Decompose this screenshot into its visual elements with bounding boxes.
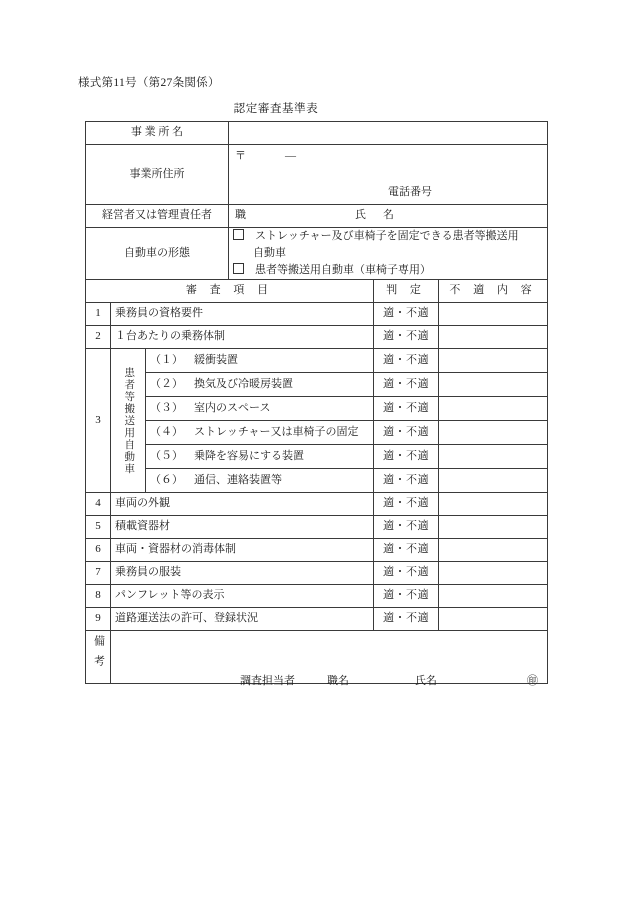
table-row bbox=[86, 445, 548, 469]
row-nonconformity[interactable] bbox=[439, 562, 548, 585]
row-item-label: パンフレット等の表示 bbox=[111, 585, 374, 608]
row-nonconformity[interactable] bbox=[439, 585, 548, 608]
establishment-name-value[interactable] bbox=[229, 122, 548, 145]
sub-item-text: 通信、連絡装置等 bbox=[194, 473, 282, 486]
table-header-row bbox=[86, 280, 548, 303]
row-judgement[interactable]: 適・不適 bbox=[374, 539, 439, 562]
sub-item-number: （５） bbox=[150, 449, 183, 462]
row-judgement[interactable]: 適・不適 bbox=[374, 608, 439, 631]
table-row bbox=[86, 516, 548, 539]
table-row bbox=[86, 349, 548, 373]
row-item-label: １台あたりの乗務体制 bbox=[111, 326, 374, 349]
certification-review-form-table bbox=[85, 121, 548, 684]
table-row bbox=[86, 562, 548, 585]
vehicle-type-option-1-line2-wrap bbox=[233, 245, 543, 262]
row-item-label bbox=[146, 349, 374, 373]
checkbox-icon[interactable] bbox=[233, 263, 244, 274]
row-number: 2 bbox=[86, 326, 111, 349]
row-number: 4 bbox=[86, 493, 111, 516]
postal-mark-icon: 〒 bbox=[235, 150, 248, 162]
sub-item-number: （４） bbox=[150, 425, 183, 438]
vehicle-type-option-2[interactable] bbox=[233, 262, 543, 279]
group-vertical-label-cell bbox=[111, 349, 146, 493]
row-nonconformity[interactable] bbox=[439, 397, 548, 421]
table-row bbox=[86, 326, 548, 349]
establishment-address-label: 事業所住所 bbox=[86, 145, 229, 205]
sub-item-text: 換気及び冷暖房装置 bbox=[194, 377, 293, 390]
row-nonconformity[interactable] bbox=[439, 469, 548, 493]
vehicle-type-option-2-line1: 患者等搬送用自動車（車椅子専用） bbox=[255, 264, 432, 277]
row-judgement[interactable]: 適・不適 bbox=[374, 562, 439, 585]
table-row-establishment-name bbox=[86, 122, 548, 145]
table-row bbox=[86, 608, 548, 631]
document-title: 認定審査基準表 bbox=[233, 103, 319, 115]
row-item-label: 積載資器材 bbox=[111, 516, 374, 539]
row-item-label: 車両の外観 bbox=[111, 493, 374, 516]
table-row bbox=[86, 469, 548, 493]
manager-name-label: 氏 名 bbox=[355, 208, 398, 221]
table-row bbox=[86, 493, 548, 516]
table-row bbox=[86, 539, 548, 562]
header-judgement: 判 定 bbox=[374, 280, 439, 303]
row-item-label: 乗務員の服装 bbox=[111, 562, 374, 585]
establishment-name-label: 事 業 所 名 bbox=[86, 122, 229, 145]
row-judgement[interactable]: 適・不適 bbox=[374, 397, 439, 421]
postal-code-dash: — bbox=[285, 150, 297, 162]
address-input-area[interactable] bbox=[233, 145, 543, 204]
vehicle-type-option-1-line2: 自動車 bbox=[253, 247, 287, 260]
row-nonconformity[interactable] bbox=[439, 326, 548, 349]
manager-input-area[interactable] bbox=[233, 207, 543, 226]
table-row-manager bbox=[86, 205, 548, 228]
row-item-label: 乗務員の資格要件 bbox=[111, 303, 374, 326]
row-item-label: 道路運送法の許可、登録状況 bbox=[111, 608, 374, 631]
inspector-name-label: 氏名 bbox=[415, 675, 437, 687]
establishment-address-value[interactable] bbox=[229, 145, 548, 205]
manager-label: 経営者又は管理責任者 bbox=[86, 205, 229, 228]
row-judgement[interactable]: 適・不適 bbox=[374, 469, 439, 493]
table-row bbox=[86, 585, 548, 608]
sub-item-number: （１） bbox=[150, 353, 183, 366]
telephone-label: 電話番号 bbox=[388, 186, 433, 199]
vehicle-type-label: 自動車の形態 bbox=[86, 228, 229, 280]
sub-item-number: （６） bbox=[150, 473, 183, 486]
row-number: 9 bbox=[86, 608, 111, 631]
vehicle-type-options bbox=[229, 228, 548, 280]
manager-value-area[interactable] bbox=[229, 205, 548, 228]
remarks-label: 備考 bbox=[92, 634, 105, 675]
row-nonconformity[interactable] bbox=[439, 608, 548, 631]
table-row bbox=[86, 421, 548, 445]
row-number: 7 bbox=[86, 562, 111, 585]
row-judgement[interactable]: 適・不適 bbox=[374, 421, 439, 445]
row-item-label bbox=[146, 373, 374, 397]
row-number: 8 bbox=[86, 585, 111, 608]
row-number: 3 bbox=[86, 349, 111, 493]
row-nonconformity[interactable] bbox=[439, 421, 548, 445]
row-nonconformity[interactable] bbox=[439, 516, 548, 539]
row-item-label bbox=[146, 469, 374, 493]
form-number: 様式第11号（第27条関係） bbox=[78, 77, 220, 89]
table-row-vehicle-type bbox=[86, 228, 548, 280]
row-judgement[interactable]: 適・不適 bbox=[374, 445, 439, 469]
group-vertical-label: 患者等搬送用自動車 bbox=[123, 366, 135, 475]
manager-post-label: 職 bbox=[235, 208, 247, 221]
row-nonconformity[interactable] bbox=[439, 539, 548, 562]
table-row bbox=[86, 303, 548, 326]
row-item-label bbox=[146, 445, 374, 469]
checkbox-icon[interactable] bbox=[233, 229, 244, 240]
sub-item-text: 緩衝装置 bbox=[194, 353, 238, 366]
table-row-establishment-address bbox=[86, 145, 548, 205]
inspector-role-label: 調査担当者 bbox=[240, 675, 295, 687]
table-row bbox=[86, 397, 548, 421]
signature-footer bbox=[85, 672, 547, 690]
row-item-label bbox=[146, 421, 374, 445]
sub-item-number: （２） bbox=[150, 377, 183, 390]
header-nonconformity: 不 適 内 容 bbox=[439, 280, 548, 303]
header-inspection-item: 審 査 項 目 bbox=[86, 280, 374, 303]
vehicle-type-option-1-line1: ストレッチャー及び車椅子を固定できる患者等搬送用 bbox=[255, 230, 519, 242]
row-item-label: 車両・資器材の消毒体制 bbox=[111, 539, 374, 562]
row-item-label bbox=[146, 397, 374, 421]
sub-item-text: 室内のスペース bbox=[194, 401, 271, 414]
row-judgement[interactable]: 適・不適 bbox=[374, 493, 439, 516]
row-judgement[interactable]: 適・不適 bbox=[374, 349, 439, 373]
vehicle-type-option-1[interactable] bbox=[233, 228, 543, 245]
table-row bbox=[86, 373, 548, 397]
sub-item-text: 乗降を容易にする装置 bbox=[194, 449, 304, 462]
row-judgement[interactable]: 適・不適 bbox=[374, 516, 439, 539]
row-judgement[interactable]: 適・不適 bbox=[374, 326, 439, 349]
row-nonconformity[interactable] bbox=[439, 303, 548, 326]
row-nonconformity[interactable] bbox=[439, 493, 548, 516]
sub-item-number: （３） bbox=[150, 401, 183, 414]
row-nonconformity[interactable] bbox=[439, 373, 548, 397]
row-number: 6 bbox=[86, 539, 111, 562]
row-number: 5 bbox=[86, 516, 111, 539]
seal-icon: ㊞ bbox=[527, 675, 538, 687]
row-number: 1 bbox=[86, 303, 111, 326]
sub-item-text: ストレッチャー又は車椅子の固定 bbox=[194, 425, 359, 438]
row-nonconformity[interactable] bbox=[439, 349, 548, 373]
row-judgement[interactable]: 適・不適 bbox=[374, 303, 439, 326]
row-nonconformity[interactable] bbox=[439, 445, 548, 469]
inspector-post-label: 職名 bbox=[327, 675, 349, 687]
row-judgement[interactable]: 適・不適 bbox=[374, 585, 439, 608]
row-judgement[interactable]: 適・不適 bbox=[374, 373, 439, 397]
